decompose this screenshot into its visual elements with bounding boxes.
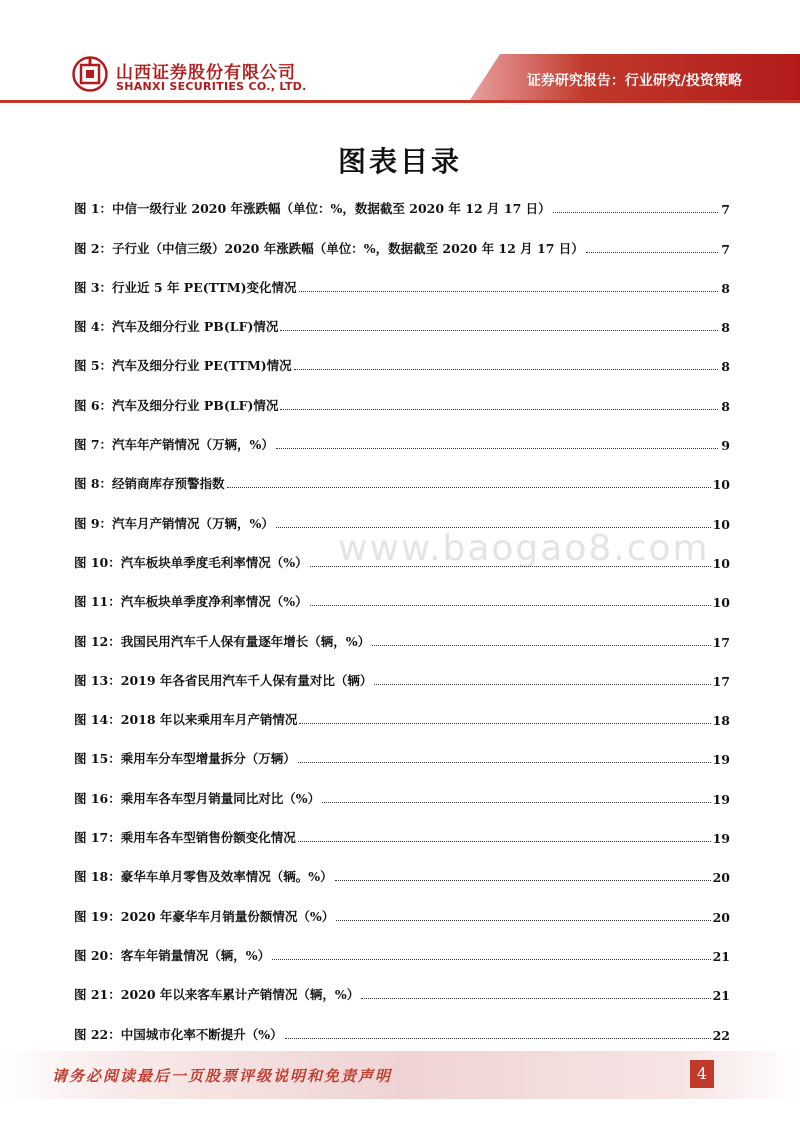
toc-entry-page: 7	[721, 241, 730, 257]
toc-entry-page: 21	[712, 948, 730, 964]
toc-leader-dots	[299, 723, 710, 724]
toc-entry-label: 图 22：中国城市化率不断提升（%）	[74, 1026, 283, 1042]
toc-leader-dots	[374, 684, 710, 685]
toc-entry-label: 图 19：2020 年豪华车月销量份额情况（%）	[74, 908, 335, 924]
toc-entry[interactable]	[74, 308, 730, 347]
toc-leader-dots	[310, 605, 711, 606]
toc-entry-page: 7	[721, 202, 730, 218]
toc-entry-page: 20	[712, 909, 730, 925]
toc-leader-dots	[280, 330, 718, 331]
page-title: 图表目录	[337, 145, 462, 178]
toc-entry-page: 19	[712, 831, 730, 847]
toc-entry-page: 20	[712, 870, 730, 886]
toc-entry[interactable]	[74, 426, 730, 465]
toc-entry[interactable]	[74, 1015, 730, 1054]
watermark: www.baogao8.com	[338, 528, 710, 569]
toc-entry[interactable]	[74, 779, 730, 818]
footer-disclaimer: 请务必阅读最后一页股票评级说明和免责声明	[52, 1067, 393, 1085]
toc-leader-dots	[227, 487, 711, 488]
toc-entry-page: 10	[712, 595, 730, 611]
toc-entry[interactable]	[74, 701, 730, 740]
toc-entry[interactable]	[74, 622, 730, 661]
toc-entry-page: 8	[721, 398, 730, 414]
toc-entry[interactable]	[74, 583, 730, 622]
table-of-figures	[74, 190, 730, 1055]
toc-entry-label: 图 15：乘用车分车型增量拆分（万辆）	[74, 751, 296, 767]
toc-entry-label: 图 6：汽车及细分行业 PB(LF)情况	[74, 397, 279, 413]
toc-leader-dots	[372, 645, 710, 646]
toc-leader-dots	[310, 566, 711, 567]
toc-entry-page: 22	[712, 1027, 730, 1043]
page-header	[0, 0, 800, 104]
toc-leader-dots	[299, 291, 718, 292]
toc-entry-label: 图 8：经销商库存预警指数	[74, 476, 225, 492]
toc-entry-page: 8	[721, 280, 730, 296]
toc-entry-label: 图 9：汽车月产销情况（万辆，%）	[74, 515, 274, 531]
toc-entry[interactable]	[74, 544, 730, 583]
toc-entry[interactable]	[74, 347, 730, 386]
toc-entry-label: 图 7：汽车年产销情况（万辆，%）	[74, 437, 274, 453]
toc-leader-dots	[276, 448, 718, 449]
toc-entry[interactable]	[74, 190, 730, 229]
toc-leader-dots	[298, 762, 711, 763]
toc-entry-page: 19	[712, 791, 730, 807]
toc-leader-dots	[335, 880, 711, 881]
toc-leader-dots	[294, 369, 718, 370]
toc-entry-label: 图 12：我国民用汽车千人保有量逐年增长（辆，%）	[74, 633, 371, 649]
toc-entry-label: 图 17：乘用车各车型销售份额变化情况	[74, 830, 296, 846]
toc-entry-label: 图 14：2018 年以来乘用车月产销情况	[74, 712, 298, 728]
toc-entry-page: 19	[712, 752, 730, 768]
toc-entry-page: 8	[721, 359, 730, 375]
toc-entry[interactable]	[74, 858, 730, 897]
toc-entry[interactable]	[74, 976, 730, 1015]
toc-entry-label: 图 4：汽车及细分行业 PB(LF)情况	[74, 319, 279, 335]
toc-entry-page: 10	[712, 516, 730, 532]
toc-entry-page: 10	[712, 555, 730, 571]
toc-entry-label: 图 16：乘用车各车型月销量同比对比（%）	[74, 790, 321, 806]
toc-entry[interactable]	[74, 937, 730, 976]
toc-entry-label: 图 11：汽车板块单季度净利率情况（%）	[74, 594, 308, 610]
toc-entry-page: 17	[712, 634, 730, 650]
toc-entry-label: 图 2：子行业（中信三级）2020 年涨跌幅（单位：%，数据截至 2020 年 12 月 17 日）	[74, 240, 584, 256]
report-type: 证券研究报告：行业研究/投资策略	[526, 73, 742, 89]
company-name-cn: 山西证券股份有限公司	[116, 63, 296, 83]
toc-entry-page: 8	[721, 320, 730, 336]
toc-entry[interactable]	[74, 229, 730, 268]
toc-entry[interactable]	[74, 504, 730, 543]
toc-entry-page: 21	[712, 988, 730, 1004]
toc-entry-page: 10	[712, 477, 730, 493]
toc-entry-page: 17	[712, 673, 730, 689]
toc-entry-page: 9	[721, 438, 730, 454]
toc-leader-dots	[280, 409, 718, 410]
toc-entry[interactable]	[74, 740, 730, 779]
company-logo-icon	[72, 56, 108, 92]
toc-entry[interactable]	[74, 662, 730, 701]
toc-leader-dots	[586, 252, 718, 253]
toc-entry[interactable]	[74, 897, 730, 936]
toc-entry-label: 图 21：2020 年以来客车累计产销情况（辆，%）	[74, 987, 360, 1003]
toc-entry-label: 图 1：中信一级行业 2020 年涨跌幅（单位：%，数据截至 2020 年 12 月 17 日）	[74, 201, 551, 217]
toc-leader-dots	[276, 527, 711, 528]
header-rule	[0, 100, 800, 103]
toc-entry[interactable]	[74, 465, 730, 504]
company-name-en: SHANXI SECURITIES CO., LTD.	[116, 80, 307, 93]
toc-entry-label: 图 5：汽车及细分行业 PE(TTM)情况	[74, 358, 292, 374]
page-number: 4	[690, 1060, 714, 1088]
toc-entry-label: 图 20：客车年销量情况（辆，%）	[74, 947, 271, 963]
toc-entry-label: 图 3：行业近 5 年 PE(TTM)变化情况	[74, 279, 297, 295]
toc-entry[interactable]	[74, 386, 730, 425]
toc-leader-dots	[285, 1038, 711, 1039]
toc-entry-label: 图 18：豪华车单月零售及效率情况（辆。%）	[74, 869, 333, 885]
toc-leader-dots	[361, 998, 710, 999]
toc-entry-page: 18	[712, 713, 730, 729]
toc-leader-dots	[553, 212, 718, 213]
toc-leader-dots	[272, 959, 710, 960]
toc-entry[interactable]	[74, 269, 730, 308]
toc-entry[interactable]	[74, 819, 730, 858]
toc-entry-label: 图 13：2019 年各省民用汽车千人保有量对比（辆）	[74, 672, 373, 688]
toc-leader-dots	[322, 802, 710, 803]
toc-leader-dots	[298, 841, 711, 842]
toc-leader-dots	[336, 920, 710, 921]
toc-entry-label: 图 10：汽车板块单季度毛利率情况（%）	[74, 554, 308, 570]
